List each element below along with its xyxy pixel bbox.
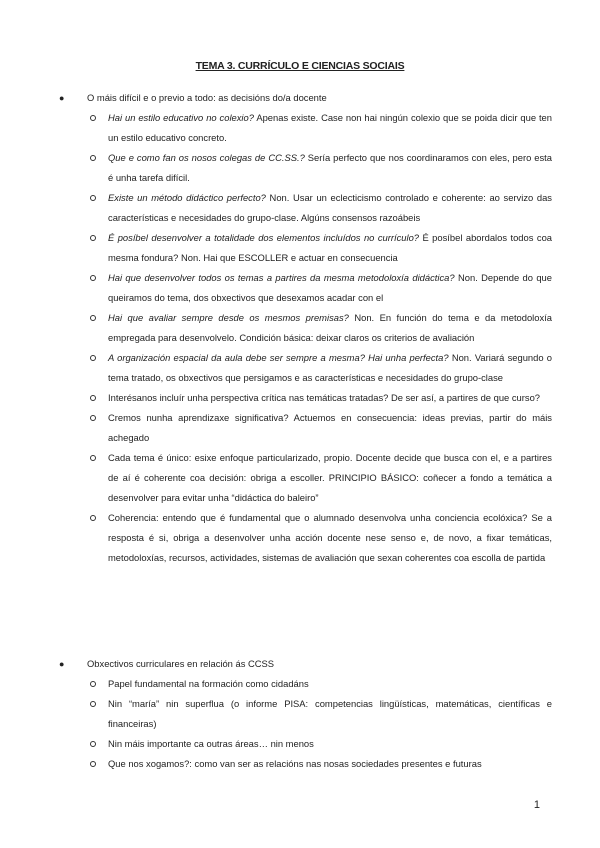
answer-text: Non. Usar un eclecticismo controlado e coherente: ao servizo das características e necesidades do grupo-clase. Algúns consensos razoábeis bbox=[108, 192, 552, 223]
answer-text: Non. En función do tema e da metodoloxía empregada para desenvolvelo. Condición básica: deixar claros os criterios de avaliación bbox=[108, 312, 552, 343]
answer-text: Interésanos incluír unha perspectiva crítica nas temáticas tratadas? De ser así, a partires de que curso? bbox=[108, 392, 540, 403]
sub-list bbox=[72, 108, 552, 568]
circle-bullet-icon bbox=[90, 455, 96, 461]
list-item bbox=[72, 148, 552, 188]
answer-text: Cremos nunha aprendizaxe significativa? Actuemos en consecuencia: ideas previas, partir do máis achegado bbox=[108, 412, 552, 443]
answer-text: Apenas existe. Case non hai ningún colexio que se poida dicir que ten un estilo educativo concreto. bbox=[108, 112, 552, 143]
answer-text: Coherencia: entendo que é fundamental que o alumnado desenvolva unha conciencia ecolóxica? Se a resposta é si, obriga a desenvolver unha acción docente nese senso e, de novo, a fixar temáticas, metodoloxías, recursos, actividades, sistemas de avaliación que sexan coherentes coa escolla de partida bbox=[108, 512, 552, 563]
list-item bbox=[72, 108, 552, 148]
circle-bullet-icon bbox=[90, 275, 96, 281]
question-text: Que e como fan os nosos colegas de CC.SS.? bbox=[108, 152, 305, 163]
circle-bullet-icon bbox=[90, 415, 96, 421]
circle-bullet-icon bbox=[90, 235, 96, 241]
list-item bbox=[72, 188, 552, 228]
list-item bbox=[72, 694, 552, 734]
list-item bbox=[72, 754, 552, 774]
circle-bullet-icon bbox=[90, 155, 96, 161]
circle-bullet-icon bbox=[90, 701, 96, 707]
document-title: TEMA 3. CURRÍCULO E CIENCIAS SOCIAIS bbox=[195, 60, 405, 72]
circle-bullet-icon bbox=[90, 195, 96, 201]
section-decisions bbox=[59, 88, 553, 568]
answer-text: É posíbel abordalos todos coa mesma fondura? Non. Hai que ESCOLLER e actuar en consecuencia bbox=[108, 232, 553, 263]
answer-text: Non. Depende do que queiramos do tema, dos obxectivos que desexamos acadar con el bbox=[108, 272, 552, 303]
circle-bullet-icon bbox=[90, 355, 96, 361]
answer-text: Non. Variará segundo o tema tratado, os obxectivos que persigamos e as características e necesidades do grupo-clase bbox=[108, 352, 552, 383]
question-text: Hai que desenvolver todos os temas a partires da mesma metodoloxía didáctica? bbox=[108, 272, 455, 283]
item-text: Que nos xogamos?: como van ser as relacións nas nosas sociedades presentes e futuras bbox=[108, 758, 482, 769]
answer-text: Sería perfecto que nos coordinaramos con eles, pero esta é unha tarefa difícil. bbox=[108, 152, 552, 183]
list-item bbox=[72, 268, 552, 308]
circle-bullet-icon bbox=[90, 515, 96, 521]
bullet-icon: ● bbox=[59, 659, 65, 669]
list-item bbox=[72, 228, 552, 268]
question-text: Existe un método didáctico perfecto? bbox=[108, 192, 266, 203]
list-item bbox=[72, 734, 552, 754]
page-number: 1 bbox=[533, 799, 540, 811]
item-text: Nin máis importante ca outras áreas… nin menos bbox=[108, 738, 314, 749]
circle-bullet-icon bbox=[90, 741, 96, 747]
list-item bbox=[72, 448, 552, 508]
list-item bbox=[72, 674, 552, 694]
sub-list bbox=[72, 674, 552, 774]
question-text: Hai un estilo educativo no colexio? bbox=[108, 112, 254, 123]
section-heading: Obxectivos curriculares en relación ás CCSS bbox=[87, 658, 275, 669]
bullet-icon: ● bbox=[59, 93, 65, 103]
question-text: Hai que avaliar sempre desde os mesmos premisas? bbox=[108, 312, 349, 323]
answer-text: Cada tema é único: esixe enfoque particularizado, propio. Docente decide que busca con el, e a partires de aí é coherente coa decisión: obriga a escoller. PRINCIPIO BÁSICO: coñecer a fondo a temática a desenvolver para evitar unha “didáctica do baleiro” bbox=[108, 452, 552, 503]
list-item bbox=[72, 308, 552, 348]
circle-bullet-icon bbox=[90, 761, 96, 767]
circle-bullet-icon bbox=[90, 115, 96, 121]
item-text: Papel fundamental na formación como cidadáns bbox=[108, 678, 309, 689]
list-item bbox=[72, 508, 552, 568]
circle-bullet-icon bbox=[90, 315, 96, 321]
question-text: É posíbel desenvolver a totalidade dos elementos incluídos no currículo? bbox=[108, 232, 419, 243]
item-text: Nin “maría” nin superflua (o informe PISA: competencias lingüísticas, matemáticas, científicas e financeiras) bbox=[108, 698, 552, 729]
list-item bbox=[72, 408, 552, 448]
list-item bbox=[72, 348, 552, 388]
list-item bbox=[72, 388, 552, 408]
section-objectives bbox=[59, 654, 552, 774]
circle-bullet-icon bbox=[90, 395, 96, 401]
circle-bullet-icon bbox=[90, 681, 96, 687]
question-text: A organización espacial da aula debe ser sempre a mesma? Hai unha perfecta? bbox=[108, 352, 449, 363]
section-heading: O máis difícil e o previo a todo: as decisións do/a docente bbox=[87, 92, 327, 103]
